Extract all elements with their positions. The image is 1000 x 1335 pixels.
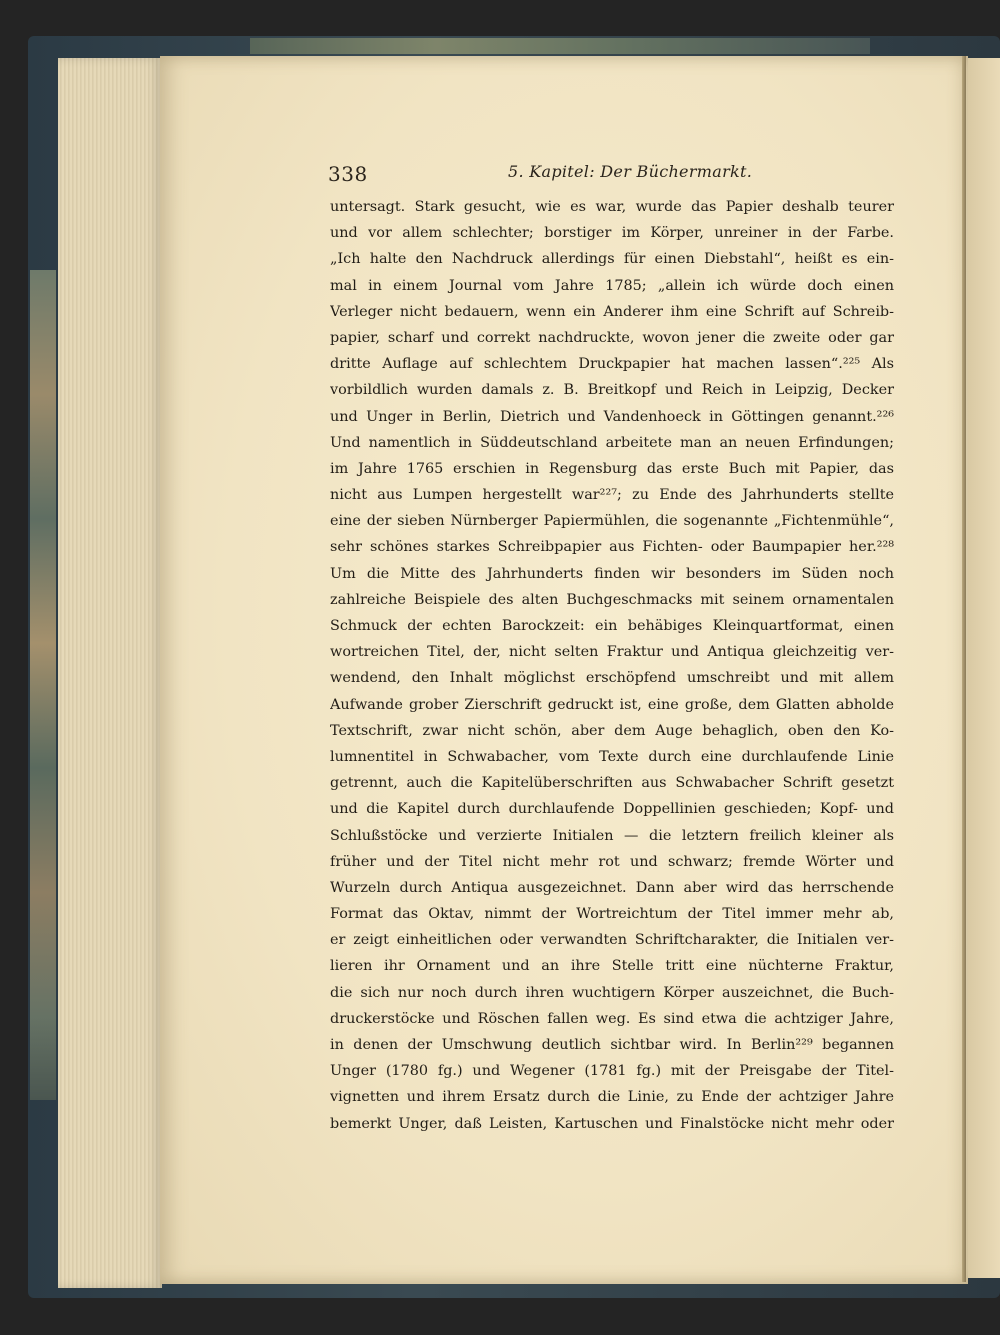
text-line: und vor allem schlechter; borstiger im Körper, unreiner in der Farbe. — [330, 225, 894, 242]
text-line: früher und der Titel nicht mehr rot und schwarz; fremde Wörter und — [330, 853, 894, 870]
text-line: zahlreiche Beispiele des alten Buchgeschmacks mit seinem ornamentalen — [330, 591, 894, 608]
text-line: die sich nur noch durch ihren wuchtigern Körper auszeichnet, die Buch- — [330, 984, 894, 1001]
text-line: und die Kapitel durch durchlaufende Doppellinien geschieden; Kopf- und — [330, 801, 894, 818]
text-line: Textschrift, zwar nicht schön, aber dem Auge behaglich, oben den Ko- — [330, 722, 894, 739]
text-line: druckerstöcke und Röschen fallen weg. Es sind etwa die achtziger Jahre, — [330, 1010, 894, 1027]
text-line: wortreichen Titel, der, nicht selten Fraktur und Antiqua gleichzeitig ver- — [330, 644, 894, 661]
text-line: Um die Mitte des Jahrhunderts finden wir besonders im Süden noch — [330, 565, 894, 582]
page-edges — [58, 58, 162, 1288]
text-line: Wurzeln durch Antiqua ausgezeichnet. Dann aber wird das herrschende — [330, 879, 894, 896]
text-line: Verleger nicht bedauern, wenn ein Anderer ihm eine Schrift auf Schreib- — [330, 303, 894, 320]
text-line: papier, scharf und correkt nachdruckte, wovon jener die zweite oder gar — [330, 329, 894, 346]
text-line: nicht aus Lumpen hergestellt war²²⁷; zu Ende des Jahrhunderts stellte — [330, 487, 894, 504]
text-line: im Jahre 1765 erschien in Regensburg das erste Buch mit Papier, das — [330, 460, 894, 477]
text-line: lumnentitel in Schwabacher, vom Texte durch eine durchlaufende Linie — [330, 748, 894, 765]
text-line: Aufwande grober Zierschrift gedruckt ist, eine große, dem Glatten abholde — [330, 696, 894, 713]
text-line: in denen der Umschwung deutlich sichtbar wird. In Berlin²²⁹ begannen — [330, 1037, 894, 1053]
marbled-spine — [30, 270, 56, 1100]
text-line: vorbildlich wurden damals z. B. Breitkopf und Reich in Leipzig, Decker — [330, 382, 894, 399]
text-line: vignetten und ihrem Ersatz durch die Linie, zu Ende der achtziger Jahre — [330, 1089, 894, 1106]
text-line: sehr schönes starkes Schreibpapier aus Fichten- oder Baumpapier her.²²⁸ — [330, 539, 894, 556]
text-line: untersagt. Stark gesucht, wie es war, wurde das Papier deshalb teurer — [330, 199, 894, 215]
cover-edge-decoration — [250, 38, 870, 54]
facing-page-edge — [966, 58, 1000, 1278]
text-line: lieren ihr Ornament und an ihre Stelle tritt eine nüchterne Fraktur, — [330, 958, 894, 975]
page-number: 338 — [328, 162, 368, 186]
body-text — [330, 194, 894, 1137]
text-line: und Unger in Berlin, Dietrich und Vandenhoeck in Göttingen genannt.²²⁶ — [330, 408, 894, 425]
text-line: „Ich halte den Nachdruck allerdings für einen Diebstahl“, heißt es ein- — [330, 251, 894, 268]
text-line: Schlußstöcke und verzierte Initialen — die letztern freilich kleiner als — [330, 827, 894, 844]
text-line: er zeigt einheitlichen oder verwandten Schriftcharakter, die Initialen ver- — [330, 932, 894, 949]
text-line: wendend, den Inhalt möglichst erschöpfend umschreibt und mit allem — [330, 670, 894, 687]
text-line: eine der sieben Nürnberger Papiermühlen, die sogenannte „Fichtenmühle“, — [330, 513, 894, 530]
running-head: 5. Kapitel: Der Büchermarkt. — [508, 162, 753, 181]
text-line: dritte Auflage auf schlechtem Druckpapier hat machen lassen“.²²⁵ Als — [330, 356, 894, 373]
text-line: Format das Oktav, nimmt der Wortreichtum der Titel immer mehr ab, — [330, 906, 894, 923]
text-line: Und namentlich in Süddeutschland arbeitete man an neuen Erfindungen; — [330, 434, 894, 451]
page-gutter — [962, 56, 966, 1282]
page-header — [168, 104, 898, 186]
text-line: getrennt, auch die Kapitelüberschriften aus Schwabacher Schrift gesetzt — [330, 775, 894, 792]
text-line: Schmuck der echten Barockzeit: ein behäbiges Kleinquartformat, einen — [330, 618, 894, 634]
text-line: mal in einem Journal vom Jahre 1785; „allein ich würde doch einen — [330, 277, 894, 294]
text-line: Unger (1780 fg.) und Wegener (1781 fg.) mit der Preisgabe der Titel- — [330, 1063, 894, 1080]
text-line: bemerkt Unger, daß Leisten, Kartuschen und Finalstöcke nicht mehr oder — [330, 1115, 894, 1132]
